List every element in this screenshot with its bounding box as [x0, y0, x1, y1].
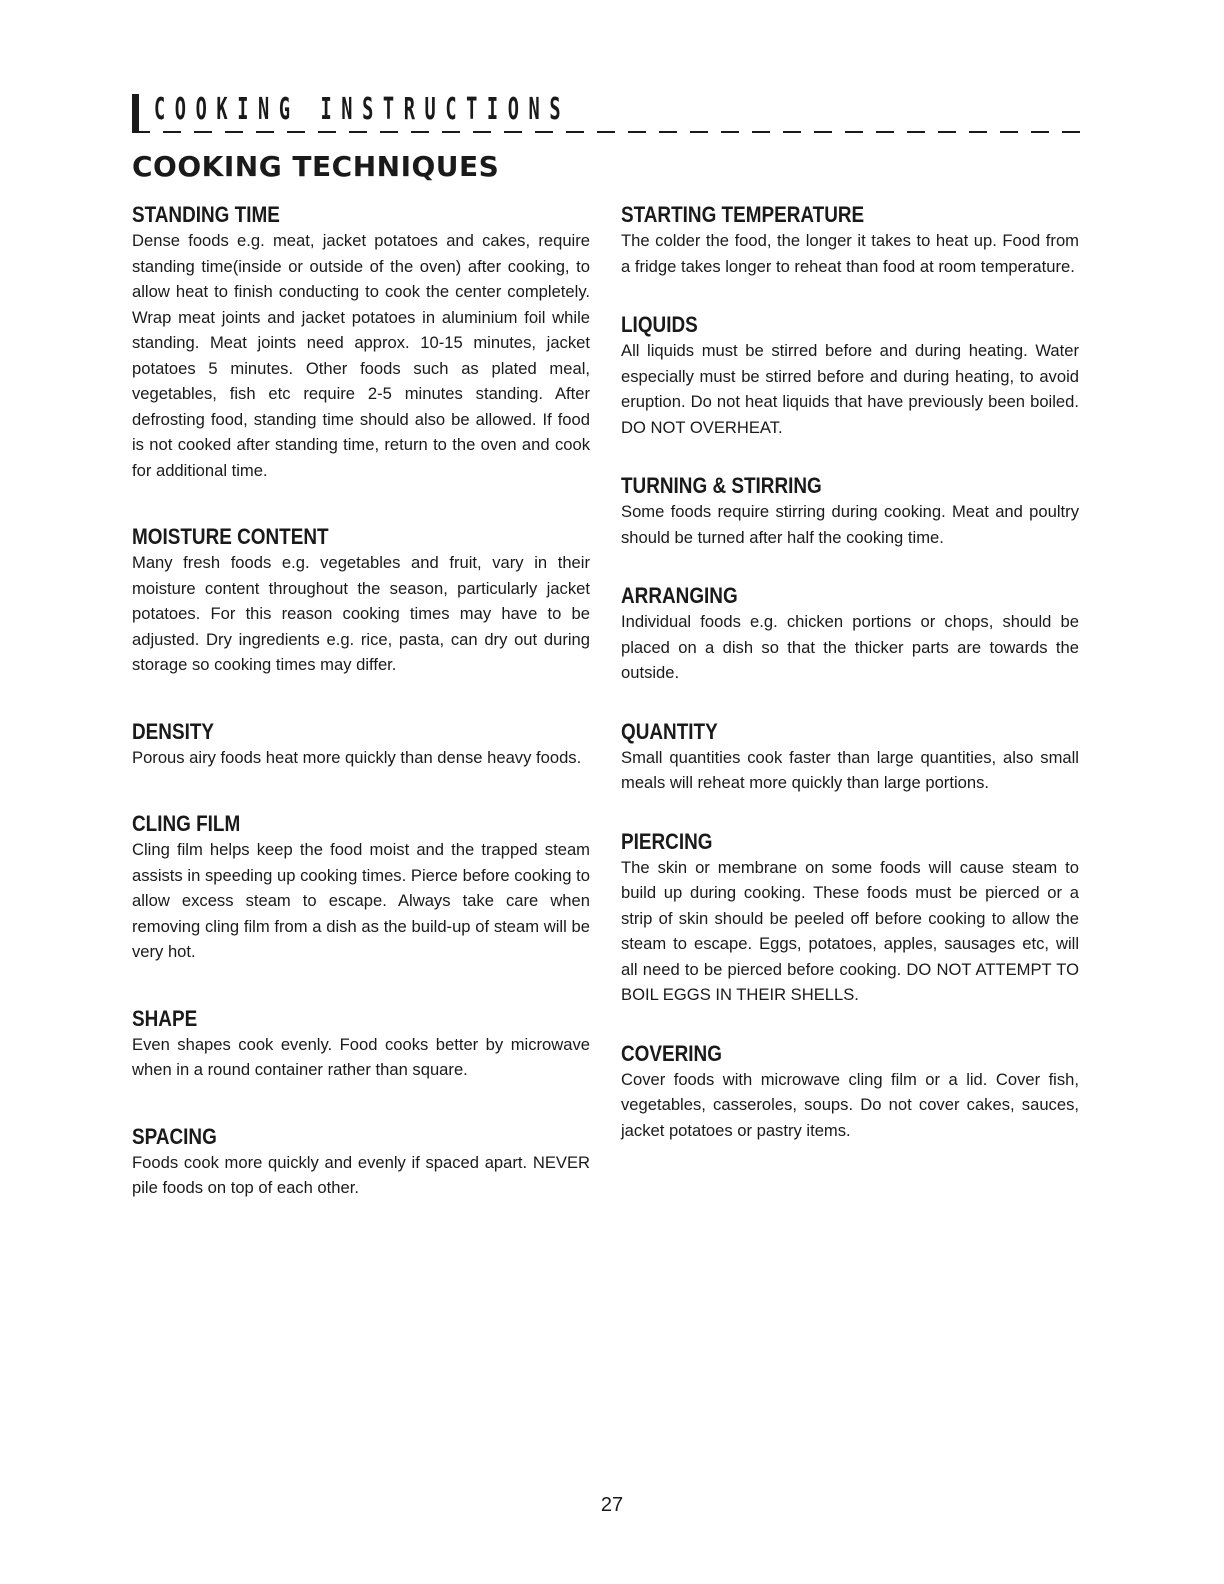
- section-body: Even shapes cook evenly. Food cooks better by microwave when in a round container rather than square.: [132, 1034, 590, 1079]
- section-heading: LIQUIDS: [621, 312, 698, 337]
- section-body: Many fresh foods e.g. vegetables and fruit, vary in their moisture content throughout the season, particularly jacket potatoes. For this reason cooking times may have to be adjusted. Dry ingredients e.g. rice, pasta, can dry out during storage so cooking times may differ.: [132, 553, 590, 674]
- section-heading: COVERING: [621, 1040, 722, 1066]
- section-body: Small quantities cook faster than large quantities, also small meals will reheat more quickly than large portions.: [621, 747, 1079, 792]
- section-heading: PIERCING: [621, 828, 713, 854]
- section-heading: STANDING TIME: [132, 202, 280, 227]
- section-body: Dense foods e.g. meat, jacket potatoes and cakes, require standing time(inside or outside of the oven) after cooking, to allow heat to finish conducting to cook the center completely. Wrap meat joints and jacket potatoes in aluminium foil while standing. Meat joints need approx. 10-15 minutes, jacket potatoes 5 minutes. Other foods such as plated meal, vegetables, fish etc require 2-5 minutes standing. After defrosting food, standing time should also be allowed. If food is not cooked after standing time, return to the oven and cook for additional time.: [132, 231, 590, 480]
- right-column: [621, 202, 1079, 1143]
- section-covering: [621, 1041, 1079, 1144]
- section-cling-film: [132, 811, 590, 965]
- section-standing-time: [132, 202, 590, 483]
- section-body: Some foods require stirring during cooking. Meat and poultry should be turned after half the cooking time.: [621, 502, 1079, 547]
- section-heading: CLING FILM: [132, 811, 241, 836]
- section-heading: SHAPE: [132, 1005, 198, 1031]
- section-liquids: [621, 312, 1079, 440]
- section-piercing: [621, 829, 1079, 1008]
- header-accent-bar: [132, 94, 139, 131]
- section-body: Porous airy foods heat more quickly than dense heavy foods.: [132, 747, 582, 767]
- section-body: All liquids must be stirred before and during heating. Water especially must be stirred before and during heating, to avoid eruption. Do not heat liquids that have previously been boiled. DO NOT OVERHEAT.: [621, 341, 1079, 437]
- section-heading: STARTING TEMPERATURE: [621, 202, 865, 227]
- section-body: Foods cook more quickly and evenly if spaced apart. NEVER pile foods on top of each other.: [132, 1152, 590, 1197]
- section-starting-temperature: [621, 202, 1079, 279]
- section-heading: ARRANGING: [621, 583, 738, 608]
- section-heading: TURNING & STIRRING: [621, 473, 822, 498]
- section-moisture-content: [132, 524, 590, 678]
- page-number: 27: [600, 1494, 624, 1516]
- section-header: [132, 90, 1080, 134]
- section-heading: MOISTURE CONTENT: [132, 524, 329, 549]
- section-arranging: [621, 583, 1079, 686]
- section-body: Cover foods with microwave cling film or a lid. Cover fish, vegetables, casseroles, soups. Do not cover cakes, sauces, jacket potatoes or pastry items.: [621, 1069, 1079, 1140]
- section-body: The skin or membrane on some foods will cause steam to build up during cooking. These foods must be pierced or a strip of skin should be peeled off before cooking to allow the steam to escape. Eggs, potatoes, apples, sausages etc, will all need to be pierced before cooking. DO NOT ATTEMPT TO BOIL EGGS IN THEIR SHELLS.: [621, 857, 1079, 1004]
- section-body: Cling film helps keep the food moist and the trapped steam assists in speeding up cooking times. Pierce before cooking to allow excess steam to escape. Always take care when removing cling film from a dish as the build-up of steam will be very hot.: [132, 840, 590, 961]
- section-quantity: [621, 719, 1079, 796]
- section-heading: SPACING: [132, 1123, 217, 1149]
- header-dashed-rule: [132, 131, 1080, 133]
- section-body: Individual foods e.g. chicken portions or chops, should be placed on a dish so that the thicker parts are towards the outside.: [621, 612, 1079, 682]
- page-title: COOKING TECHNIQUES: [132, 150, 500, 183]
- left-column: [132, 202, 590, 1201]
- section-spacing: [132, 1124, 590, 1201]
- section-density: [132, 719, 590, 771]
- header-title: COOKING INSTRUCTIONS: [154, 92, 571, 127]
- section-shape: [132, 1006, 590, 1083]
- section-heading: DENSITY: [132, 718, 215, 744]
- section-turning-stirring: [621, 473, 1079, 550]
- section-heading: QUANTITY: [621, 718, 718, 744]
- section-body: The colder the food, the longer it takes to heat up. Food from a fridge takes longer to reheat than food at room temperature.: [621, 231, 1079, 276]
